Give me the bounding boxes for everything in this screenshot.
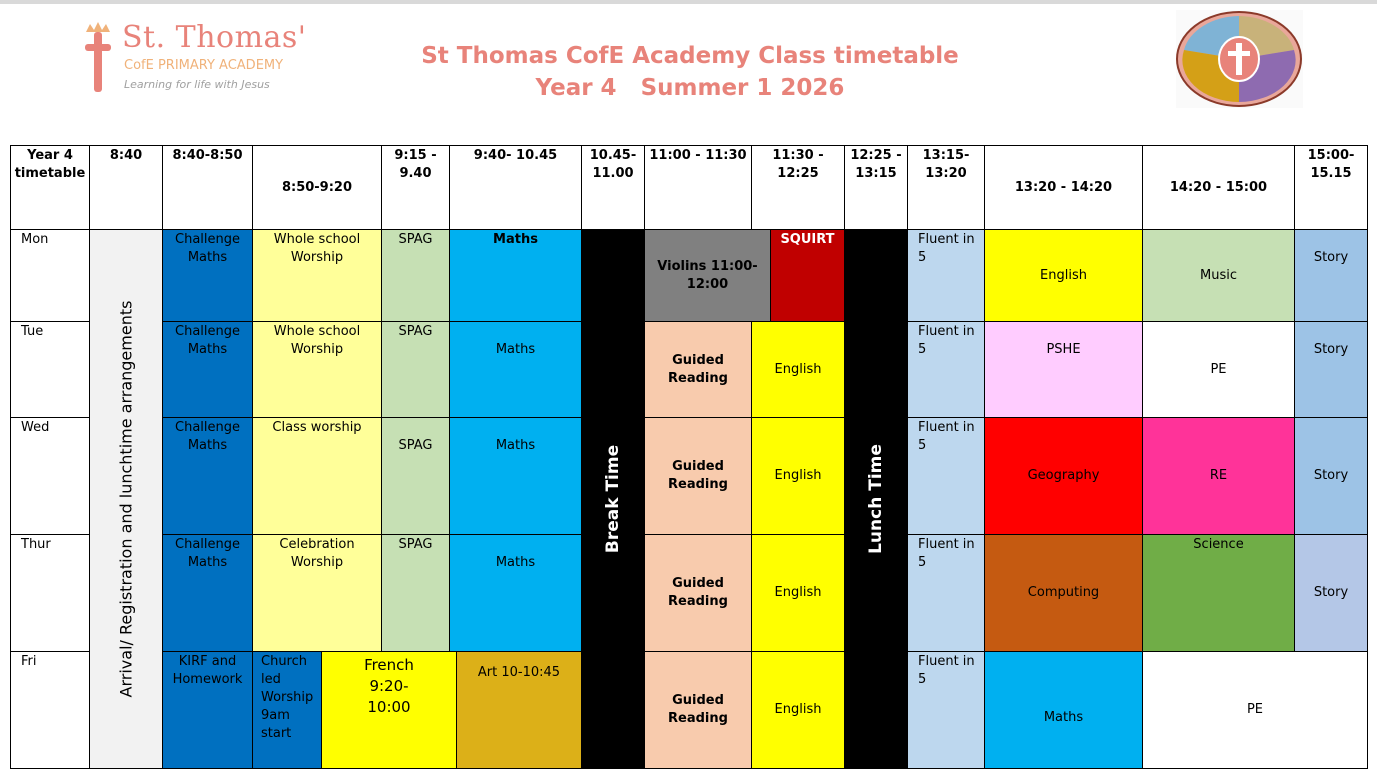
tue-fluent-in-5: Fluent in 5 [907,321,985,418]
fri-english: English [751,651,845,769]
header-year-4-timetable: Year 4 timetable [10,145,90,230]
wed-challenge-maths: Challenge Maths [162,417,253,535]
logo-name: St. Thomas' [122,20,307,55]
header-10-45-11-00: 10.45- 11.00 [581,145,645,230]
day-wed: Wed [10,417,90,535]
title-line-2: Year 4 Summer 1 2026 [535,75,845,101]
thu-fluent-in-5: Fluent in 5 [907,534,985,652]
fri-french: French 9:20-10:00 [321,651,457,769]
thu-worship: Celebration Worship [252,534,382,652]
day-fri: Fri [10,651,90,769]
logo-subtitle: CofE PRIMARY ACADEMY [124,58,284,73]
wed-english: English [751,417,845,535]
mon-english: English [984,229,1143,322]
tue-spag: SPAG [381,321,450,418]
wed-geography: Geography [984,417,1143,535]
header-9-40-10-45: 9:40- 10.45 [449,145,582,230]
top-border [0,0,1377,4]
wed-guided-reading: Guided Reading [644,417,752,535]
wed-re: RE [1142,417,1295,535]
thu-english: English [751,534,845,652]
wed-spag: SPAG [381,417,450,535]
mon-challenge-maths: Challenge Maths [162,229,253,322]
day-mon: Mon [10,229,90,322]
thu-science: Science [1142,534,1295,652]
mon-maths: Maths [449,229,582,322]
thu-challenge-maths: Challenge Maths [162,534,253,652]
thu-spag: SPAG [381,534,450,652]
wed-story: Story [1294,417,1368,535]
wed-worship: Class worship [252,417,382,535]
tue-maths: Maths [449,321,582,418]
header-8-40-8-50: 8:40-8:50 [162,145,253,230]
tue-guided-reading: Guided Reading [644,321,752,418]
page-title [380,40,1000,104]
tue-pe: PE [1142,321,1295,418]
header-15-00-15-15: 15:00- 15.15 [1294,145,1368,230]
tue-story: Story [1294,321,1368,418]
thu-computing: Computing [984,534,1143,652]
fri-fluent-in-5: Fluent in 5 [907,651,985,769]
logo-tagline: Learning for life with Jesus [124,78,270,91]
day-thur: Thur [10,534,90,652]
lunch-time-column [844,229,908,769]
fri-pe: PE [1142,651,1368,769]
header-12-25-13-15: 12:25 - 13:15 [844,145,908,230]
header-14-20-15-00: 14:20 - 15:00 [1142,145,1295,230]
header-13-15-13-20: 13:15- 13:20 [907,145,985,230]
mon-music: Music [1142,229,1295,322]
mon-squirt: SQUIRT [770,229,845,322]
thu-guided-reading: Guided Reading [644,534,752,652]
fri-maths: Maths [984,651,1143,769]
arrival-registration-column [89,229,163,769]
mon-story: Story [1294,229,1368,322]
wed-fluent-in-5: Fluent in 5 [907,417,985,535]
arrival-label: Arrival/ Registration and lunchtime arrangements [116,300,136,698]
school-badge [1176,10,1303,108]
break-time-label: Break Time [603,444,624,554]
tue-worship: Whole school Worship [252,321,382,418]
mon-worship: Whole school Worship [252,229,382,322]
thu-story: Story [1294,534,1368,652]
header-8-50-9-20: 8:50-9:20 [252,145,382,230]
title-line-1: St Thomas CofE Academy Class timetable [421,43,959,69]
day-tue: Tue [10,321,90,418]
school-logo [80,18,320,98]
fri-kirf-homework: KIRF and Homework [162,651,253,769]
mon-fluent-in-5: Fluent in 5 [907,229,985,322]
fri-art: Art 10-10:45 [456,651,582,769]
fri-church-worship: Church led Worship 9am start [252,651,322,769]
timetable [10,145,1368,769]
school-crest-icon [1176,10,1303,108]
header-13-20-14-20: 13:20 - 14:20 [984,145,1143,230]
header-8-40: 8:40 [89,145,163,230]
tue-challenge-maths: Challenge Maths [162,321,253,418]
header-11-00-11-30: 11:00 - 11:30 [644,145,752,230]
mon-spag: SPAG [381,229,450,322]
wed-maths: Maths [449,417,582,535]
break-time-column [581,229,645,769]
cross-crown-icon [80,18,116,96]
tue-pshe: PSHE [984,321,1143,418]
header-9-15-9-40: 9:15 - 9.40 [381,145,450,230]
lunch-time-label: Lunch Time [866,444,886,554]
tue-english: English [751,321,845,418]
header-11-30-12-25: 11:30 - 12:25 [751,145,845,230]
thu-maths: Maths [449,534,582,652]
mon-violins: Violins 11:00-12:00 [644,229,771,322]
fri-guided-reading: Guided Reading [644,651,752,769]
